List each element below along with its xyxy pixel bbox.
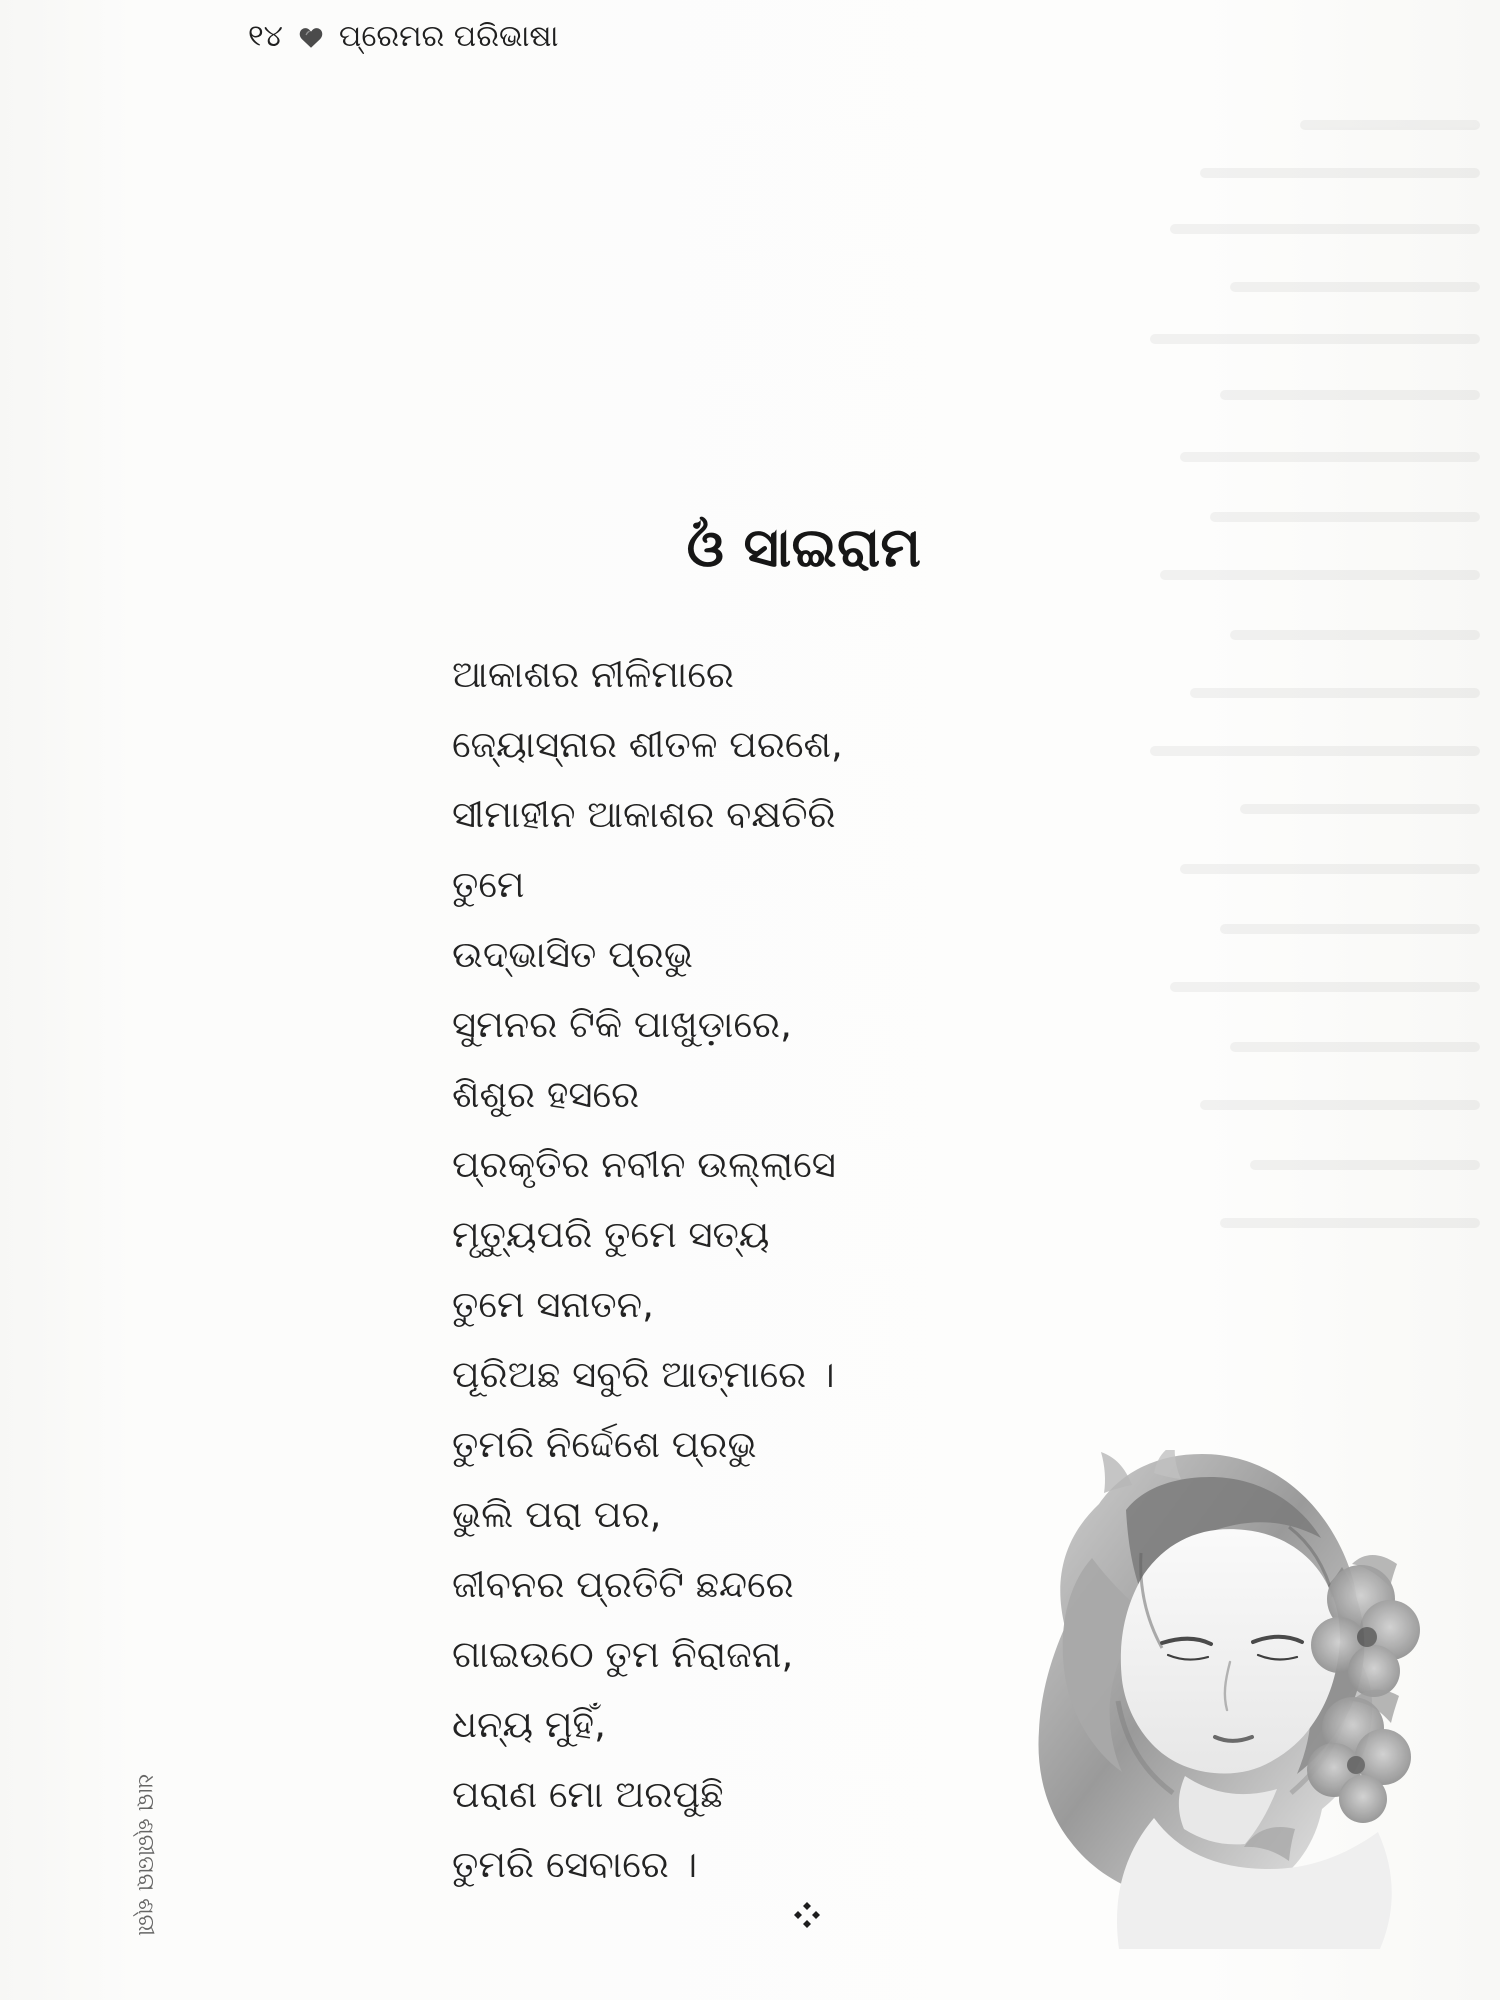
- heart-icon: [297, 23, 325, 51]
- poem-line: ଜୀବନର ପ୍ରତିଟି ଛନ୍ଦରେ: [452, 1563, 794, 1606]
- page-header: [248, 19, 559, 54]
- poem-line: ତୁମେ: [452, 863, 525, 906]
- poem-line: ଜ୍ୟୋସ୍ନାର ଶୀତଳ ପରଶେ,: [452, 723, 843, 766]
- book-title: ପ୍ରେମର ପରିଭାଷା: [338, 19, 559, 54]
- margin-author-text: ଧାରା ଶ୍ରୀତାରା ଶ୍ରୀ: [133, 1774, 158, 1937]
- poem-line: ପ୍ରକୃତିର ନବୀନ ଉଲ୍ଲାସେ: [452, 1143, 836, 1186]
- poem-line: ପରାଣ ମୋ ଅରପୁଛି: [452, 1773, 724, 1816]
- poem-line: ତୁମେ ସନାତନ,: [452, 1283, 654, 1326]
- poem-line: ଧନ୍ୟ ମୁହିଁ,: [452, 1703, 606, 1746]
- poem-line: ପୂରିଅଛ ସବୁରି ଆତ୍ମାରେ ।: [452, 1353, 835, 1396]
- poem-line: ସୀମାହୀନ ଆକାଶର ବକ୍ଷଚିରି: [452, 793, 836, 836]
- poem-line: ଭୁଲି ପରା ପର,: [452, 1493, 662, 1536]
- page-number: ୧୪: [248, 19, 283, 54]
- poem-line: ଶିଶୁର ହସରେ: [452, 1073, 640, 1116]
- poem-line: ଗାଇଉଠେ ତୁମ ନିରାଜନା,: [452, 1633, 794, 1676]
- poem-line: ସୁମନର ଟିକି ପାଖୁଡ଼ାରେ,: [452, 1003, 792, 1046]
- ornament-icon: [792, 1900, 822, 1930]
- poem-line: ତୁମରି ନିର୍ଦ୍ଦେଶେ ପ୍ରଭୁ: [452, 1423, 757, 1466]
- poem-body: [452, 640, 972, 1900]
- woman-floral-illustration: [1034, 1450, 1424, 1950]
- poem-line: ଉଦ୍‌ଭାସିତ ପ୍ରଭୁ: [452, 933, 693, 976]
- poem-line: ମୃତ୍ୟୁପରି ତୁମେ ସତ୍ୟ: [452, 1213, 770, 1256]
- poem-line: ଆକାଶର ନୀଳିମାରେ: [452, 653, 734, 696]
- poem-line: ତୁମରି ସେବାରେ ।: [452, 1843, 698, 1886]
- poem-title: ଓଁ ସାଇରାମ: [686, 516, 922, 580]
